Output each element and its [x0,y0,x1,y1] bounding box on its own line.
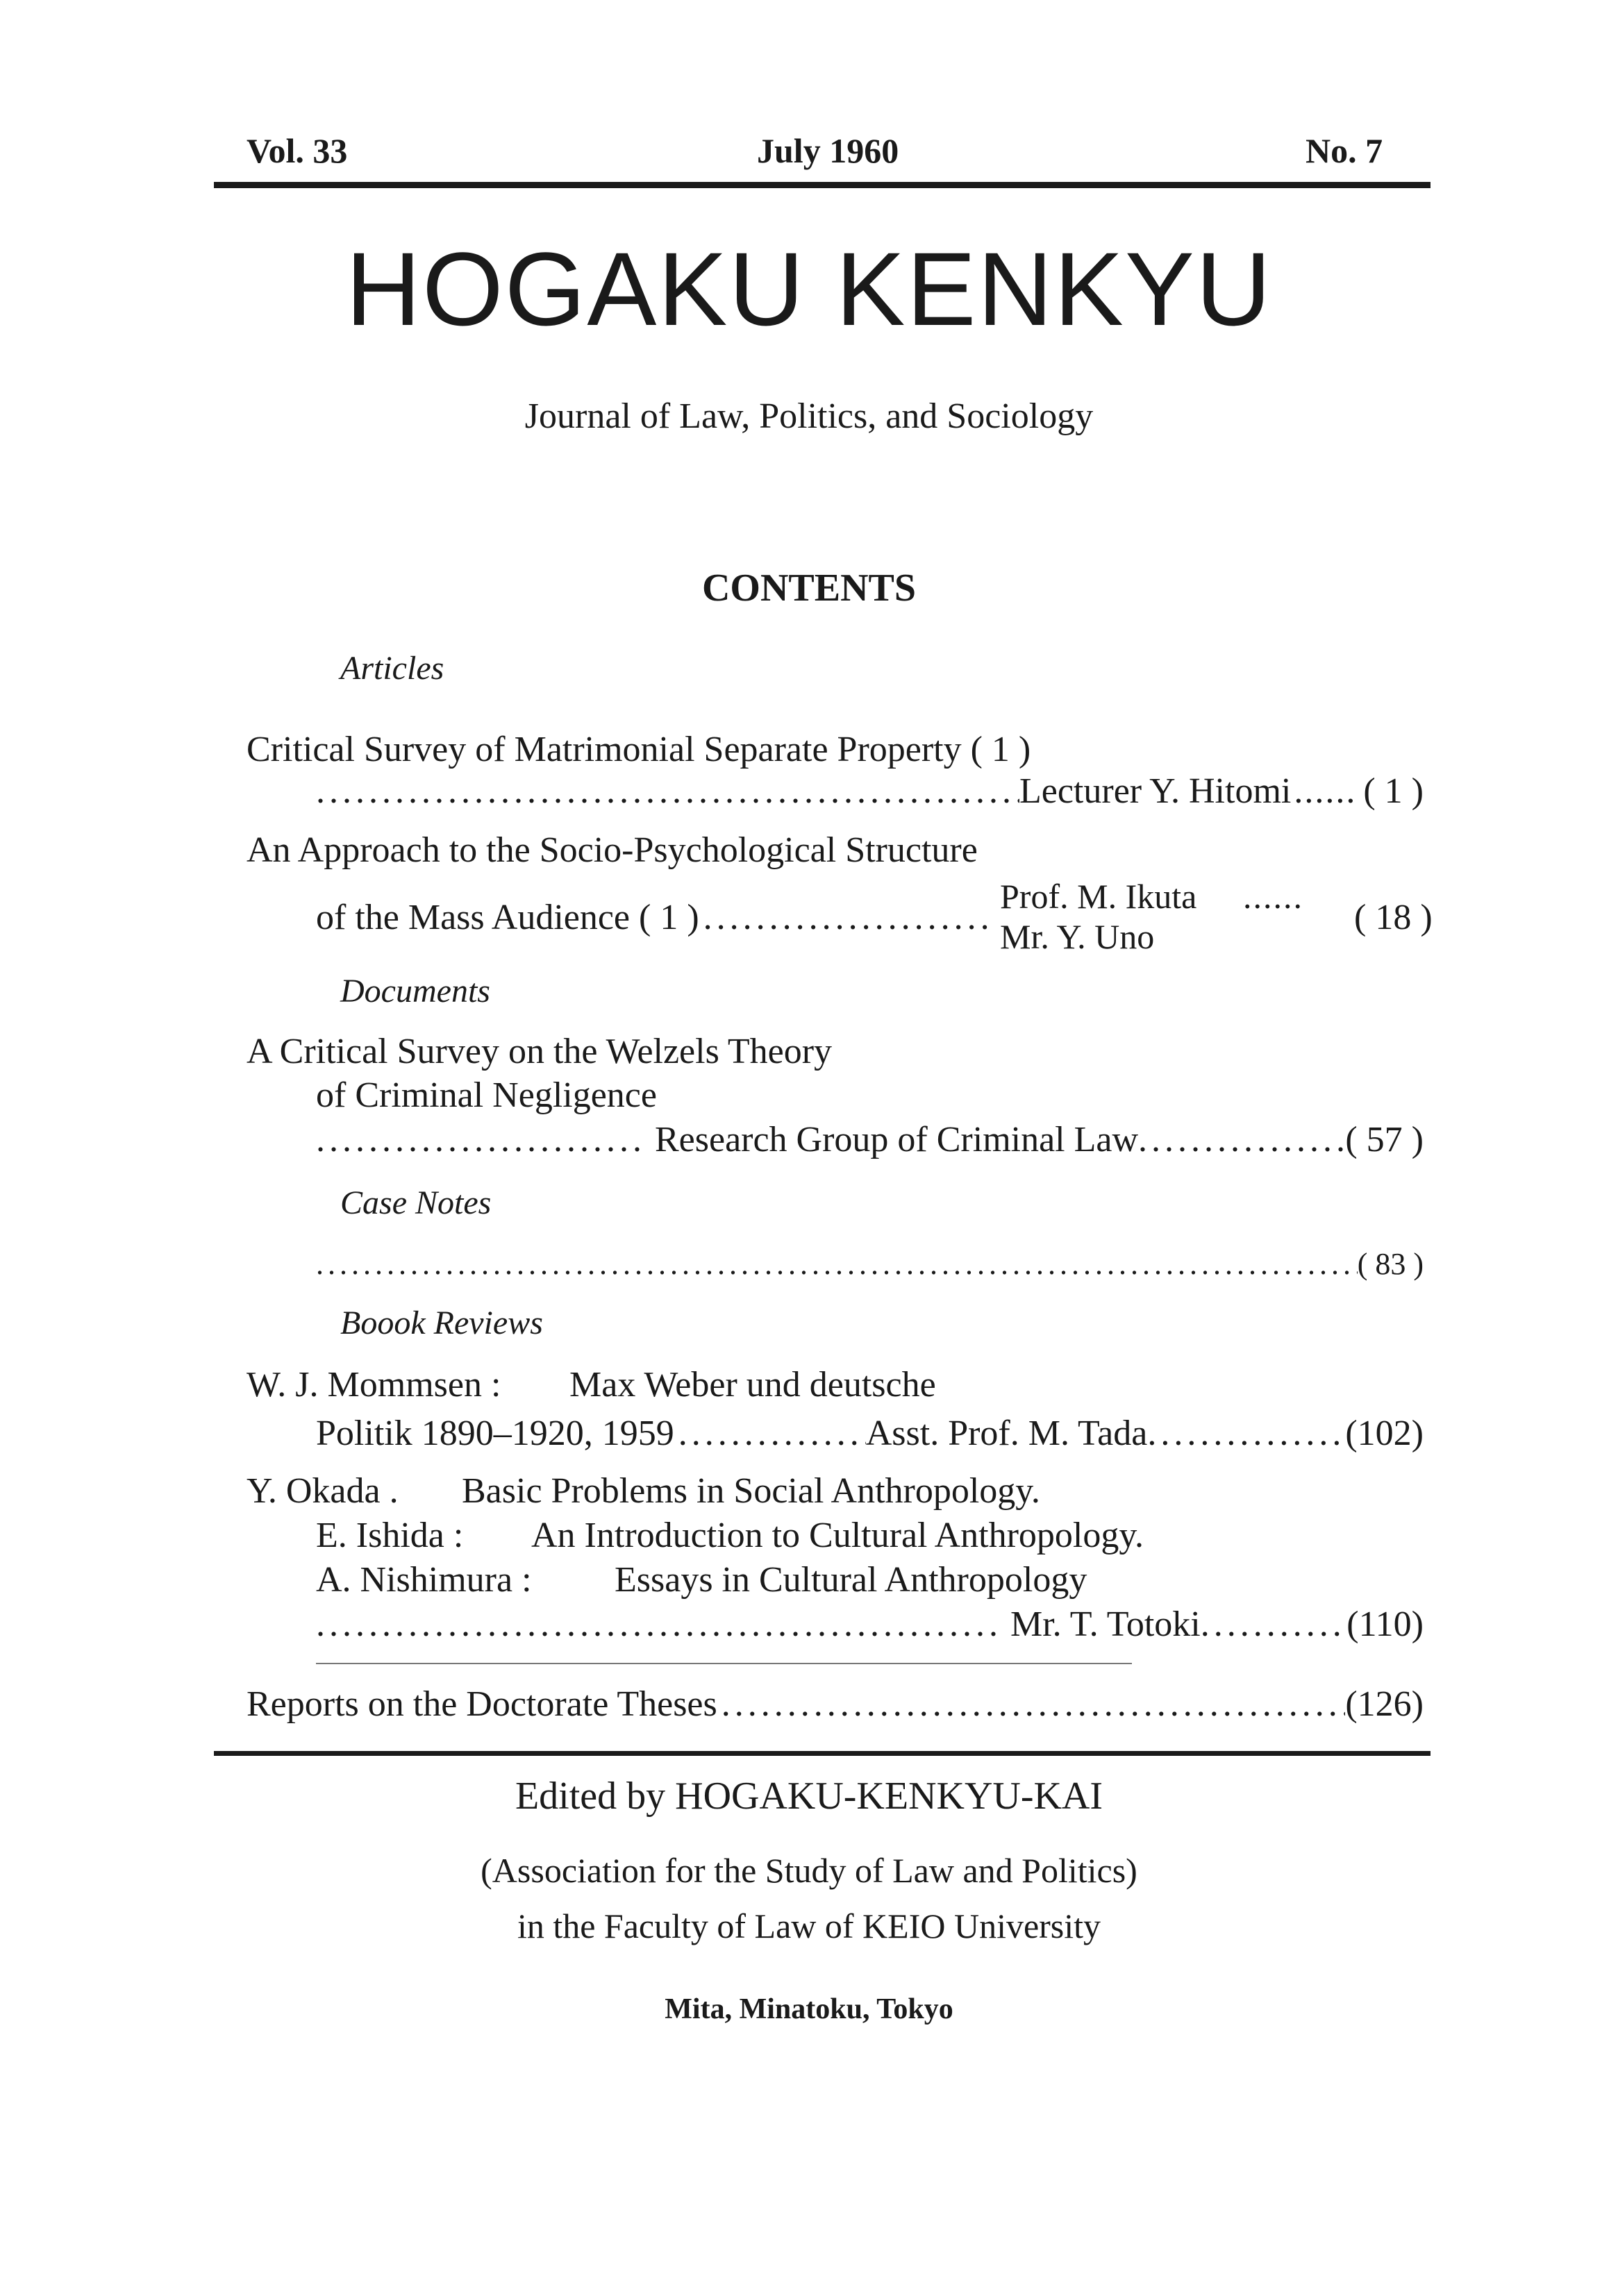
issue-number: No. 7 [1306,131,1383,170]
volume-label: Vol. 33 [247,131,348,170]
reports-toc-line [247,1684,1424,1725]
review2-title1: Basic Problems in Social Anthropology. [462,1471,1040,1511]
dot-leader: ...... [1243,877,1303,916]
review1-page: (102) [1345,1414,1424,1453]
case-notes-toc-line [316,1246,1424,1282]
separator-rule [316,1663,1132,1664]
review2-author3: A. Nishimura : [316,1560,532,1600]
review1-reviewer: Asst. Prof. M. Tada [865,1414,1148,1453]
review1-title-line2: Politik 1890–1920, 1959 [316,1414,674,1453]
article2-page: ( 18 ) [1354,898,1433,937]
header-rule [214,182,1431,188]
article2-title-line2: of the Mass Audience ( 1 ) [316,898,699,937]
review1-toc-line [316,1413,1424,1454]
review2-author1: Y. Okada . [247,1471,399,1511]
review1-author-name: W. J. Mommsen : [247,1365,501,1405]
review2-title3: Essays in Cultural Anthropology [615,1560,1087,1600]
review2-title2: An Introduction to Cultural Anthropology. [531,1516,1144,1555]
reports-title: Reports on the Doctorate Theses [247,1684,717,1724]
article1-title: Critical Survey of Matrimonial Separate Property ( 1 ) [247,730,1031,769]
footer-rule [214,1751,1431,1756]
reports-page: (126) [1345,1684,1424,1724]
location-line: Mita, Minatoku, Tokyo [665,1993,953,2025]
contents-heading: CONTENTS [701,567,917,610]
article1-toc-line [316,771,1424,812]
dot-leader [1147,1413,1345,1454]
edited-by: Edited by HOGAKU-KENKYU-KAI [515,1775,1103,1818]
document1-author: Research Group of Criminal Law [655,1120,1139,1159]
dot-leader [1138,1119,1345,1160]
dot-leader [316,1246,1358,1282]
section-case-notes: Case Notes [340,1184,492,1221]
dot-leader [722,1684,1346,1725]
section-book-reviews: Boook Reviews [340,1305,543,1341]
article2-author2: Mr. Y. Uno [1000,917,1155,956]
section-articles: Articles [340,650,444,687]
association-line: (Association for the Study of Law and Politics) [481,1851,1137,1890]
review1-title-line1: Max Weber und deutsche [569,1365,936,1405]
journal-title: HOGAKU KENKYU [345,231,1273,347]
review2-author2: E. Ishida : [316,1516,464,1555]
case-notes-page: ( 83 ) [1357,1247,1424,1281]
article2-toc-line [316,897,990,938]
issue-date: July 1960 [757,131,899,170]
article2-author1: Prof. M. Ikuta [1000,877,1197,916]
dot-leader [703,897,990,938]
review2-toc-line [316,1604,1424,1645]
dot-leader [678,1413,866,1454]
dot-leader [316,771,1019,812]
review2-reviewer: Mr. T. Totoki [1010,1604,1201,1644]
review2-page: (110) [1346,1604,1424,1644]
dot-leader: ...... [1294,771,1357,811]
dot-leader [1201,1604,1347,1645]
document1-toc-line [316,1119,1424,1160]
section-documents: Documents [340,973,490,1009]
dot-leader [316,1604,996,1645]
journal-subtitle: Journal of Law, Politics, and Sociology [524,396,1094,436]
dot-leader [316,1119,642,1160]
faculty-line: in the Faculty of Law of KEIO University [517,1907,1101,1945]
document1-title-line1: A Critical Survey on the Welzels Theory [247,1032,833,1071]
document1-page: ( 57 ) [1345,1120,1424,1159]
article1-page: ( 1 ) [1363,771,1424,811]
article2-title-line1: An Approach to the Socio-Psychological Structure [247,830,978,870]
article1-author: Lecturer Y. Hitomi [1019,771,1292,811]
document1-title-line2: of Criminal Negligence [316,1075,657,1115]
